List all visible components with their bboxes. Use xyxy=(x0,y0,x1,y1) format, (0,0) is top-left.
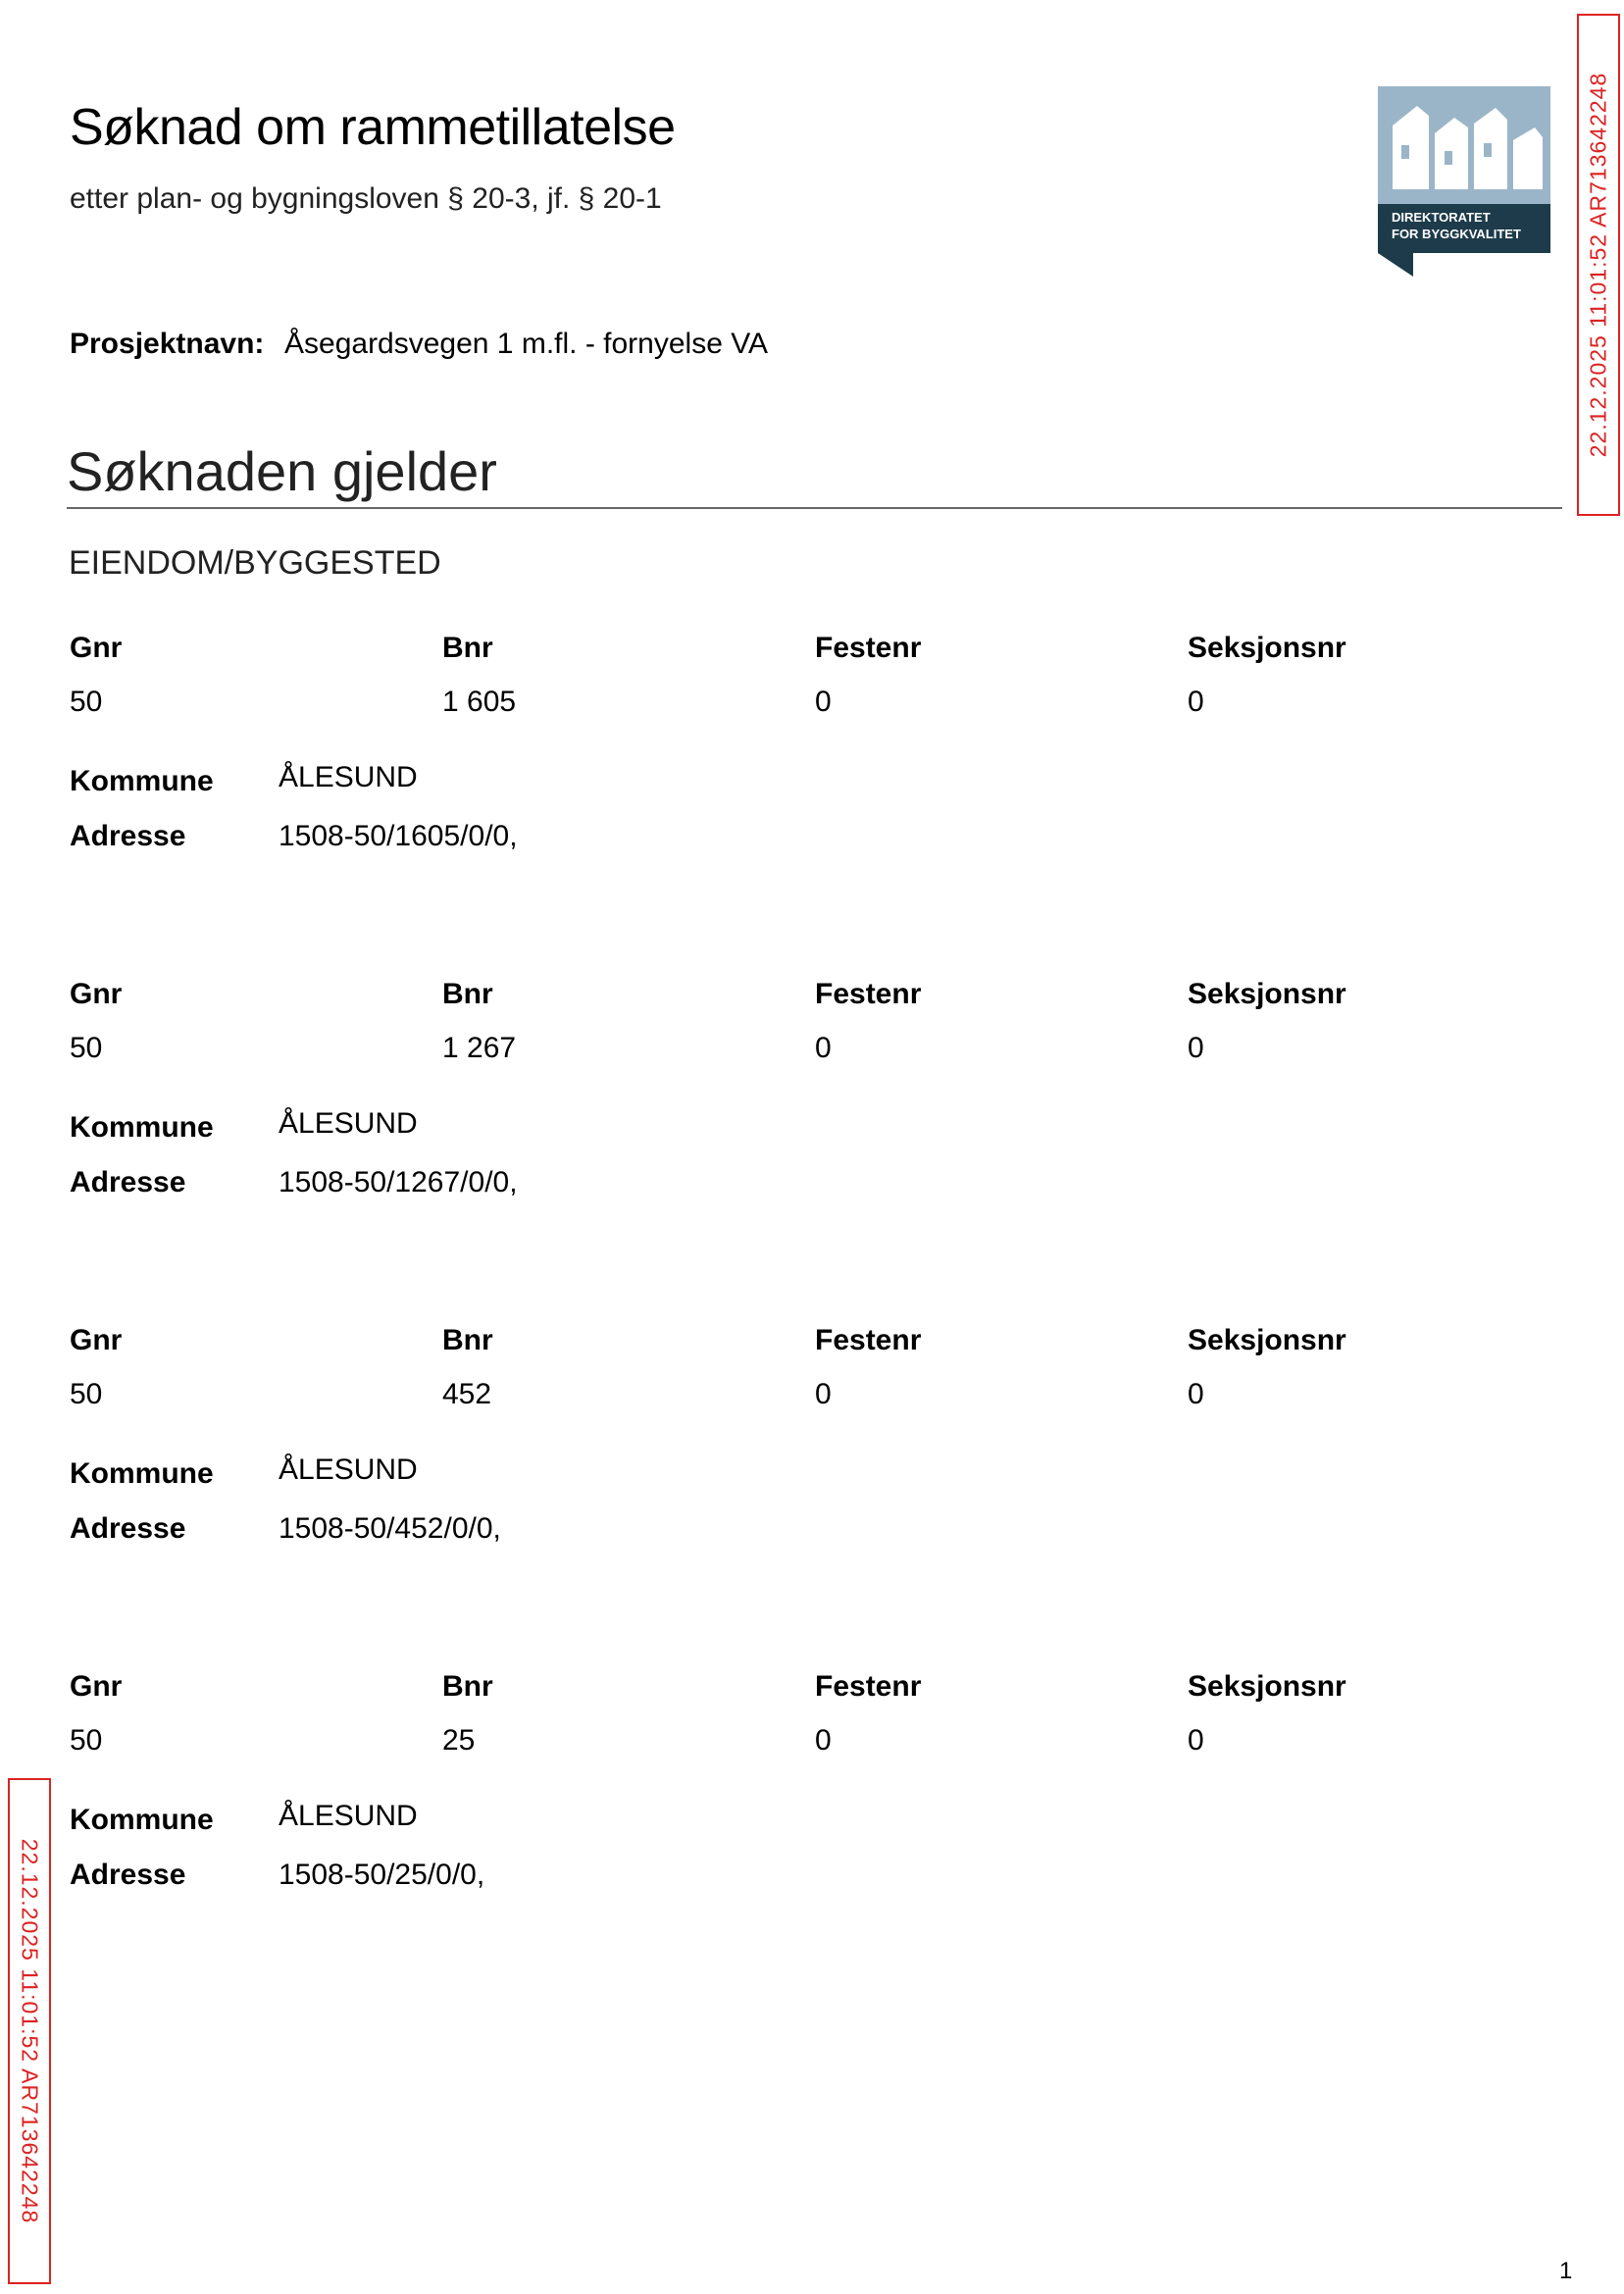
seksjonsnr-value: 0 xyxy=(1188,1378,1204,1410)
festenr-label: Festenr xyxy=(815,1670,922,1703)
property-block xyxy=(70,1324,1492,1571)
gnr-label: Gnr xyxy=(70,978,123,1010)
seksjonsnr-label: Seksjonsnr xyxy=(1188,632,1346,664)
seksjonsnr-value: 0 xyxy=(1188,1724,1204,1757)
subsection-heading: EIENDOM/BYGGESTED xyxy=(69,544,441,582)
kommune-value: ÅLESUND xyxy=(279,1800,418,1832)
gnr-value: 50 xyxy=(70,1032,103,1064)
kommune-value: ÅLESUND xyxy=(279,761,418,793)
adresse-value: 1508-50/25/0/0, xyxy=(279,1859,485,1891)
document-title: Søknad om rammetillatelse xyxy=(70,99,676,156)
project-name-row xyxy=(70,328,768,361)
section-divider xyxy=(67,507,1562,509)
bnr-label: Bnr xyxy=(442,1670,493,1703)
kommune-label: Kommune xyxy=(70,1457,214,1490)
bnr-label: Bnr xyxy=(442,978,493,1010)
svg-text:DIREKTORATET: DIREKTORATET xyxy=(1392,210,1491,225)
seksjonsnr-value: 0 xyxy=(1188,686,1204,718)
bnr-label: Bnr xyxy=(442,1324,493,1356)
festenr-label: Festenr xyxy=(815,978,922,1010)
gnr-value: 50 xyxy=(70,1378,103,1410)
received-stamp-bottom xyxy=(8,1778,51,2284)
festenr-value: 0 xyxy=(815,1724,832,1757)
bnr-label: Bnr xyxy=(442,632,493,664)
bnr-value: 1 267 xyxy=(442,1032,517,1064)
property-block xyxy=(70,978,1492,1225)
project-name-value: Åsegardsvegen 1 m.fl. - fornyelse VA xyxy=(284,328,769,360)
festenr-value: 0 xyxy=(815,1378,832,1410)
gnr-label: Gnr xyxy=(70,632,123,664)
seksjonsnr-value: 0 xyxy=(1188,1032,1204,1064)
kommune-row xyxy=(70,1453,1492,1512)
document-subtitle: etter plan- og bygningsloven § 20-3, jf. § 20-1 xyxy=(70,182,662,215)
kommune-row xyxy=(70,761,1492,820)
festenr-value: 0 xyxy=(815,1032,832,1064)
adresse-row xyxy=(70,1512,1492,1571)
kommune-value: ÅLESUND xyxy=(279,1453,418,1486)
gnr-label: Gnr xyxy=(70,1670,123,1703)
bnr-value: 452 xyxy=(442,1378,492,1410)
adresse-label: Adresse xyxy=(70,820,186,852)
received-stamp-top xyxy=(1577,14,1620,516)
gnr-value: 50 xyxy=(70,1724,103,1757)
adresse-row xyxy=(70,1859,1492,1917)
svg-text:FOR BYGGKVALITET: FOR BYGGKVALITET xyxy=(1392,227,1521,241)
adresse-value: 1508-50/1267/0/0, xyxy=(279,1166,518,1198)
kommune-row xyxy=(70,1107,1492,1166)
kommune-label: Kommune xyxy=(70,765,214,797)
adresse-label: Adresse xyxy=(70,1166,186,1198)
adresse-label: Adresse xyxy=(70,1512,186,1545)
festenr-label: Festenr xyxy=(815,1324,922,1356)
kommune-value: ÅLESUND xyxy=(279,1107,418,1140)
gnr-value: 50 xyxy=(70,686,103,718)
property-block xyxy=(70,1670,1492,1917)
section-heading: Søknaden gjelder xyxy=(67,440,497,502)
stamp-text: 22.12.2025 11:01:52 AR713642248 xyxy=(17,1838,43,2224)
property-block xyxy=(70,632,1492,879)
adresse-value: 1508-50/1605/0/0, xyxy=(279,820,518,852)
seksjonsnr-label: Seksjonsnr xyxy=(1188,1324,1346,1356)
adresse-label: Adresse xyxy=(70,1859,186,1891)
bnr-value: 25 xyxy=(442,1724,476,1757)
festenr-value: 0 xyxy=(815,686,832,718)
project-name-label: Prosjektnavn: xyxy=(70,328,265,360)
adresse-value: 1508-50/452/0/0, xyxy=(279,1512,501,1545)
adresse-row xyxy=(70,820,1492,879)
kommune-row xyxy=(70,1800,1492,1859)
seksjonsnr-label: Seksjonsnr xyxy=(1188,978,1346,1010)
kommune-label: Kommune xyxy=(70,1111,214,1144)
seksjonsnr-label: Seksjonsnr xyxy=(1188,1670,1346,1703)
festenr-label: Festenr xyxy=(815,632,922,664)
kommune-label: Kommune xyxy=(70,1804,214,1836)
bnr-value: 1 605 xyxy=(442,686,517,718)
gnr-label: Gnr xyxy=(70,1324,123,1356)
page-number: 1 xyxy=(1559,2258,1573,2284)
adresse-row xyxy=(70,1166,1492,1225)
dibk-logo xyxy=(1378,86,1550,277)
stamp-text: 22.12.2025 11:01:52 AR713642248 xyxy=(1585,72,1611,458)
